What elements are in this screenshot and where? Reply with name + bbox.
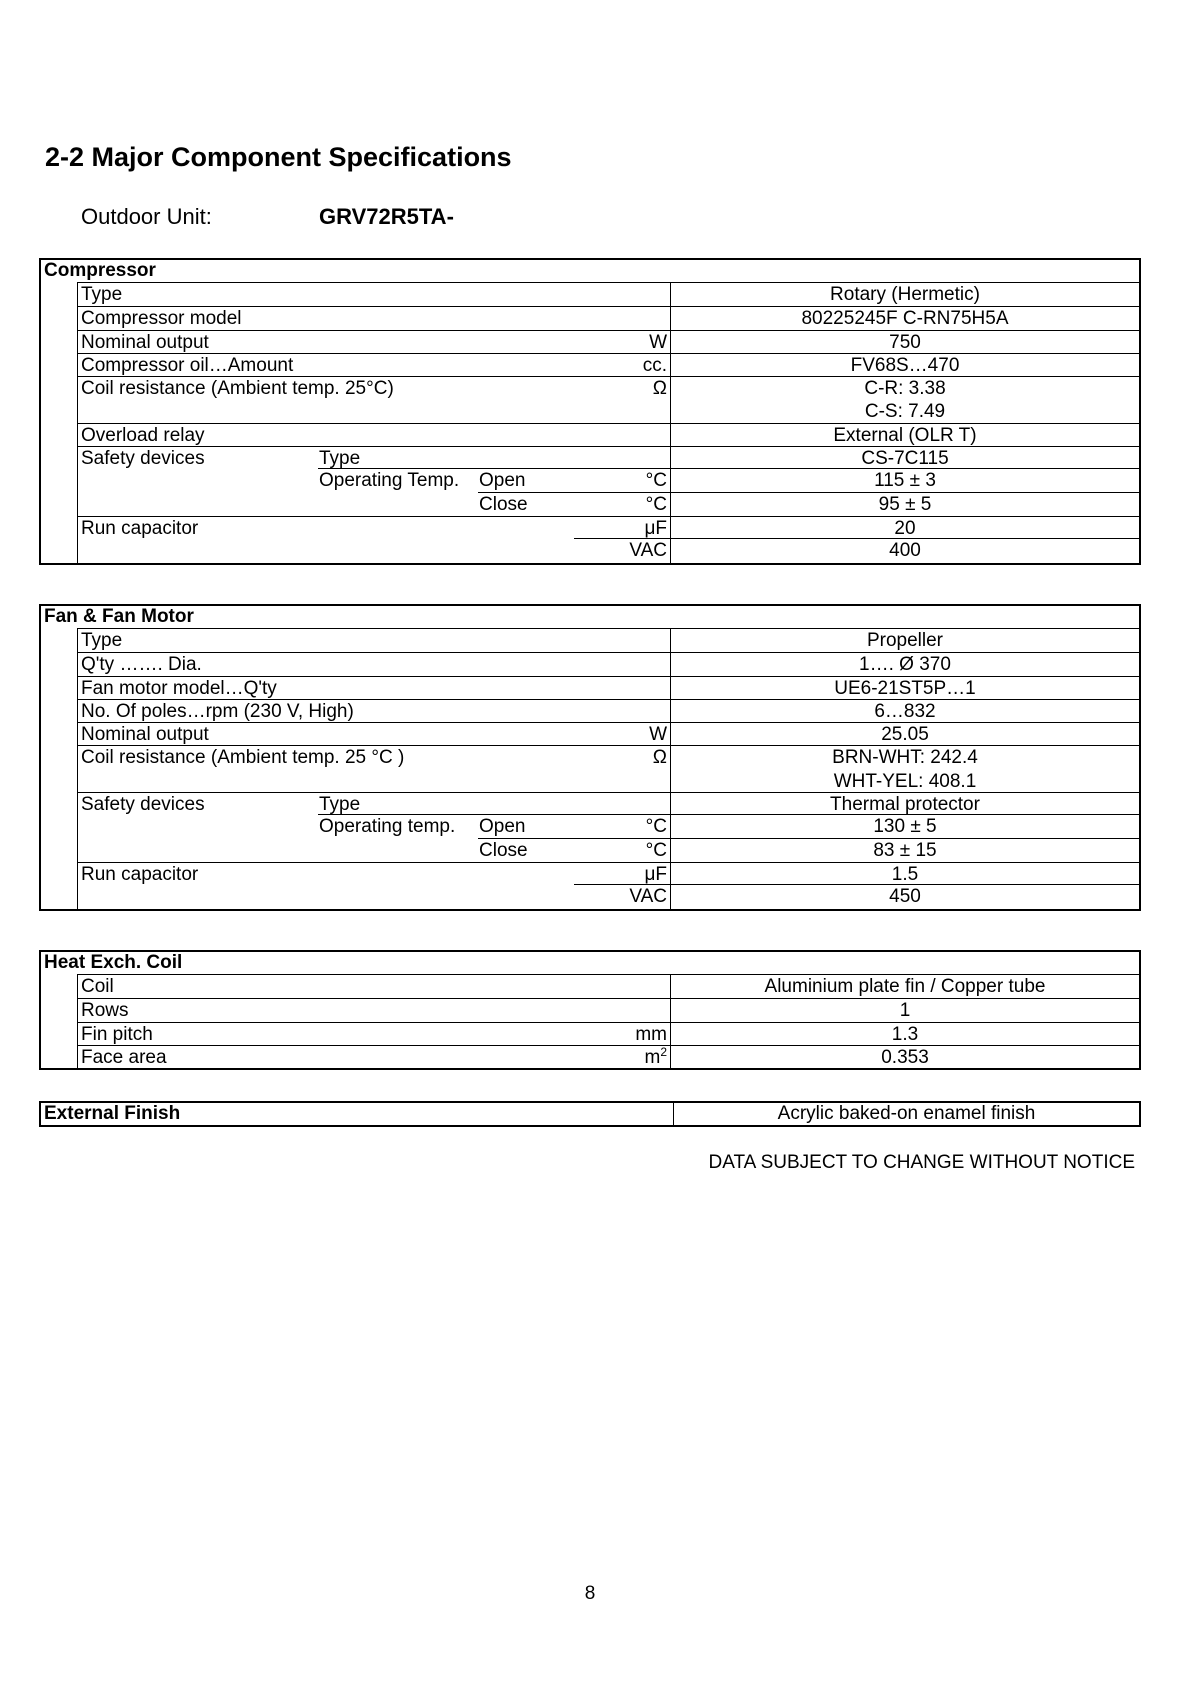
row-label: Overload relay [81, 424, 205, 446]
row-unit: W [649, 331, 667, 353]
table-row [78, 1022, 1139, 1045]
row-label: Fan motor model…Q'ty [81, 677, 277, 699]
row-unit: °C [645, 493, 667, 515]
row-unit: °C [645, 816, 667, 838]
table-row [78, 423, 1139, 446]
table-row [78, 998, 1139, 1021]
row-value: Aluminium plate fin / Copper tube [764, 976, 1046, 997]
row-value: 1.3 [891, 1023, 919, 1045]
row-sublabel: Open [479, 816, 526, 838]
row-unit: °C [645, 839, 667, 861]
row-value: UE6-21ST5P…1 [834, 677, 976, 699]
row-sublabel: Close [479, 493, 528, 515]
row-sublabel: Operating temp. [319, 816, 456, 838]
fan-section-title: Fan & Fan Motor [44, 606, 194, 627]
row-value: 6…832 [874, 700, 936, 722]
table-row [78, 1045, 1139, 1068]
row-sublabel: Open [479, 470, 526, 492]
area-unit-exponent: 2 [660, 1044, 667, 1059]
row-label: Rows [81, 1000, 129, 1022]
row-unit: Ω [652, 378, 667, 400]
row-unit: VAC [629, 886, 667, 908]
row-label: No. Of poles…rpm (230 V, High) [81, 700, 354, 722]
row-value: BRN-WHT: 242.4 [832, 747, 978, 769]
row-value: 115 ± 3 [874, 470, 936, 492]
row-value: Thermal protector [830, 794, 980, 816]
row-value: CS-7C115 [861, 448, 949, 470]
table-row [78, 792, 1139, 815]
row-unit: μF [644, 863, 667, 885]
row-sublabel: Close [479, 839, 528, 861]
outdoor-unit-model: GRV72R5TA- [319, 204, 454, 229]
row-sublabel: Type [319, 794, 361, 816]
row-unit: μF [644, 517, 667, 539]
row-value: 400 [889, 540, 921, 562]
table-row [78, 745, 1139, 792]
row-value: 1 [899, 1000, 911, 1022]
table-row [78, 446, 1139, 469]
row-value: C-S: 7.49 [864, 401, 946, 423]
row-value: 450 [889, 886, 921, 908]
row-label: Safety devices [81, 794, 205, 816]
table-row [78, 306, 1139, 329]
row-value: External (OLR T) [833, 424, 977, 446]
compressor-table [39, 258, 1141, 565]
row-value: FV68S…470 [850, 354, 960, 376]
row-unit: mm [635, 1023, 667, 1045]
external-finish-table [39, 1101, 1141, 1127]
row-label: Face area [81, 1046, 167, 1068]
outdoor-unit-label: Outdoor Unit: [81, 204, 212, 229]
table-row [78, 493, 1139, 516]
row-label: Q'ty ……. Dia. [81, 654, 202, 676]
coil-section-title: Heat Exch. Coil [44, 952, 183, 973]
table-row [78, 330, 1139, 353]
row-value: WHT-YEL: 408.1 [833, 770, 977, 792]
table-row [78, 469, 1139, 492]
table-row [78, 353, 1139, 376]
row-label: Run capacitor [81, 863, 199, 885]
table-row [78, 516, 1139, 539]
area-unit-base: m [644, 1046, 661, 1068]
row-label: Compressor model [81, 308, 242, 330]
row-value: 750 [889, 331, 921, 353]
row-value: 1…. Ø 370 [859, 654, 951, 676]
table-row [78, 839, 1139, 862]
row-unit: cc. [642, 354, 667, 376]
row-value: 80225245F C-RN75H5A [801, 308, 1009, 330]
row-label: Nominal output [81, 331, 209, 353]
table-row [78, 652, 1139, 675]
row-sublabel: Type [319, 448, 361, 470]
row-label: Run capacitor [81, 517, 199, 539]
table-row [78, 975, 1139, 998]
row-value: 1.5 [891, 863, 919, 885]
row-value: 0.353 [881, 1046, 929, 1068]
row-unit: Ω [652, 747, 667, 769]
row-label: Type [81, 284, 123, 305]
external-finish-value: Acrylic baked-on enamel finish [777, 1103, 1036, 1124]
table-row [78, 539, 1139, 562]
row-label: Coil resistance (Ambient temp. 25°C) [81, 378, 394, 400]
row-value: 95 ± 5 [878, 493, 932, 515]
heat-exchanger-table [39, 950, 1141, 1070]
table-row [78, 629, 1139, 652]
row-label: Coil [81, 976, 114, 997]
row-unit: °C [645, 470, 667, 492]
row-value: 83 ± 15 [873, 839, 937, 861]
row-label: Nominal output [81, 724, 209, 746]
row-label: Compressor oil…Amount [81, 354, 294, 376]
row-unit: W [649, 724, 667, 746]
table-row [78, 722, 1139, 745]
row-value: Propeller [866, 630, 944, 651]
page-title: 2-2 Major Component Specifications [45, 142, 512, 172]
page-number: 8 [584, 1583, 596, 1604]
row-value: 20 [894, 517, 916, 539]
table-row [78, 862, 1139, 885]
row-label: Type [81, 630, 123, 651]
row-label: Safety devices [81, 448, 205, 470]
table-row [78, 815, 1139, 838]
row-unit [644, 1046, 667, 1069]
row-unit: VAC [629, 540, 667, 562]
table-row [78, 676, 1139, 699]
row-label: Coil resistance (Ambient temp. 25 °C ) [81, 747, 405, 769]
table-row [78, 283, 1139, 306]
row-value: C-R: 3.38 [864, 378, 946, 400]
table-row [78, 376, 1139, 423]
row-value: 25.05 [881, 724, 929, 746]
table-row [78, 699, 1139, 722]
change-notice: DATA SUBJECT TO CHANGE WITHOUT NOTICE [708, 1152, 1135, 1173]
fan-motor-table [39, 604, 1141, 911]
row-value: Rotary (Hermetic) [830, 284, 980, 305]
table-row [78, 885, 1139, 908]
row-value: 130 ± 5 [873, 816, 937, 838]
row-label: Fin pitch [81, 1023, 153, 1045]
external-finish-label: External Finish [41, 1103, 674, 1125]
row-sublabel: Operating Temp. [319, 470, 460, 492]
compressor-section-title: Compressor [44, 260, 156, 281]
